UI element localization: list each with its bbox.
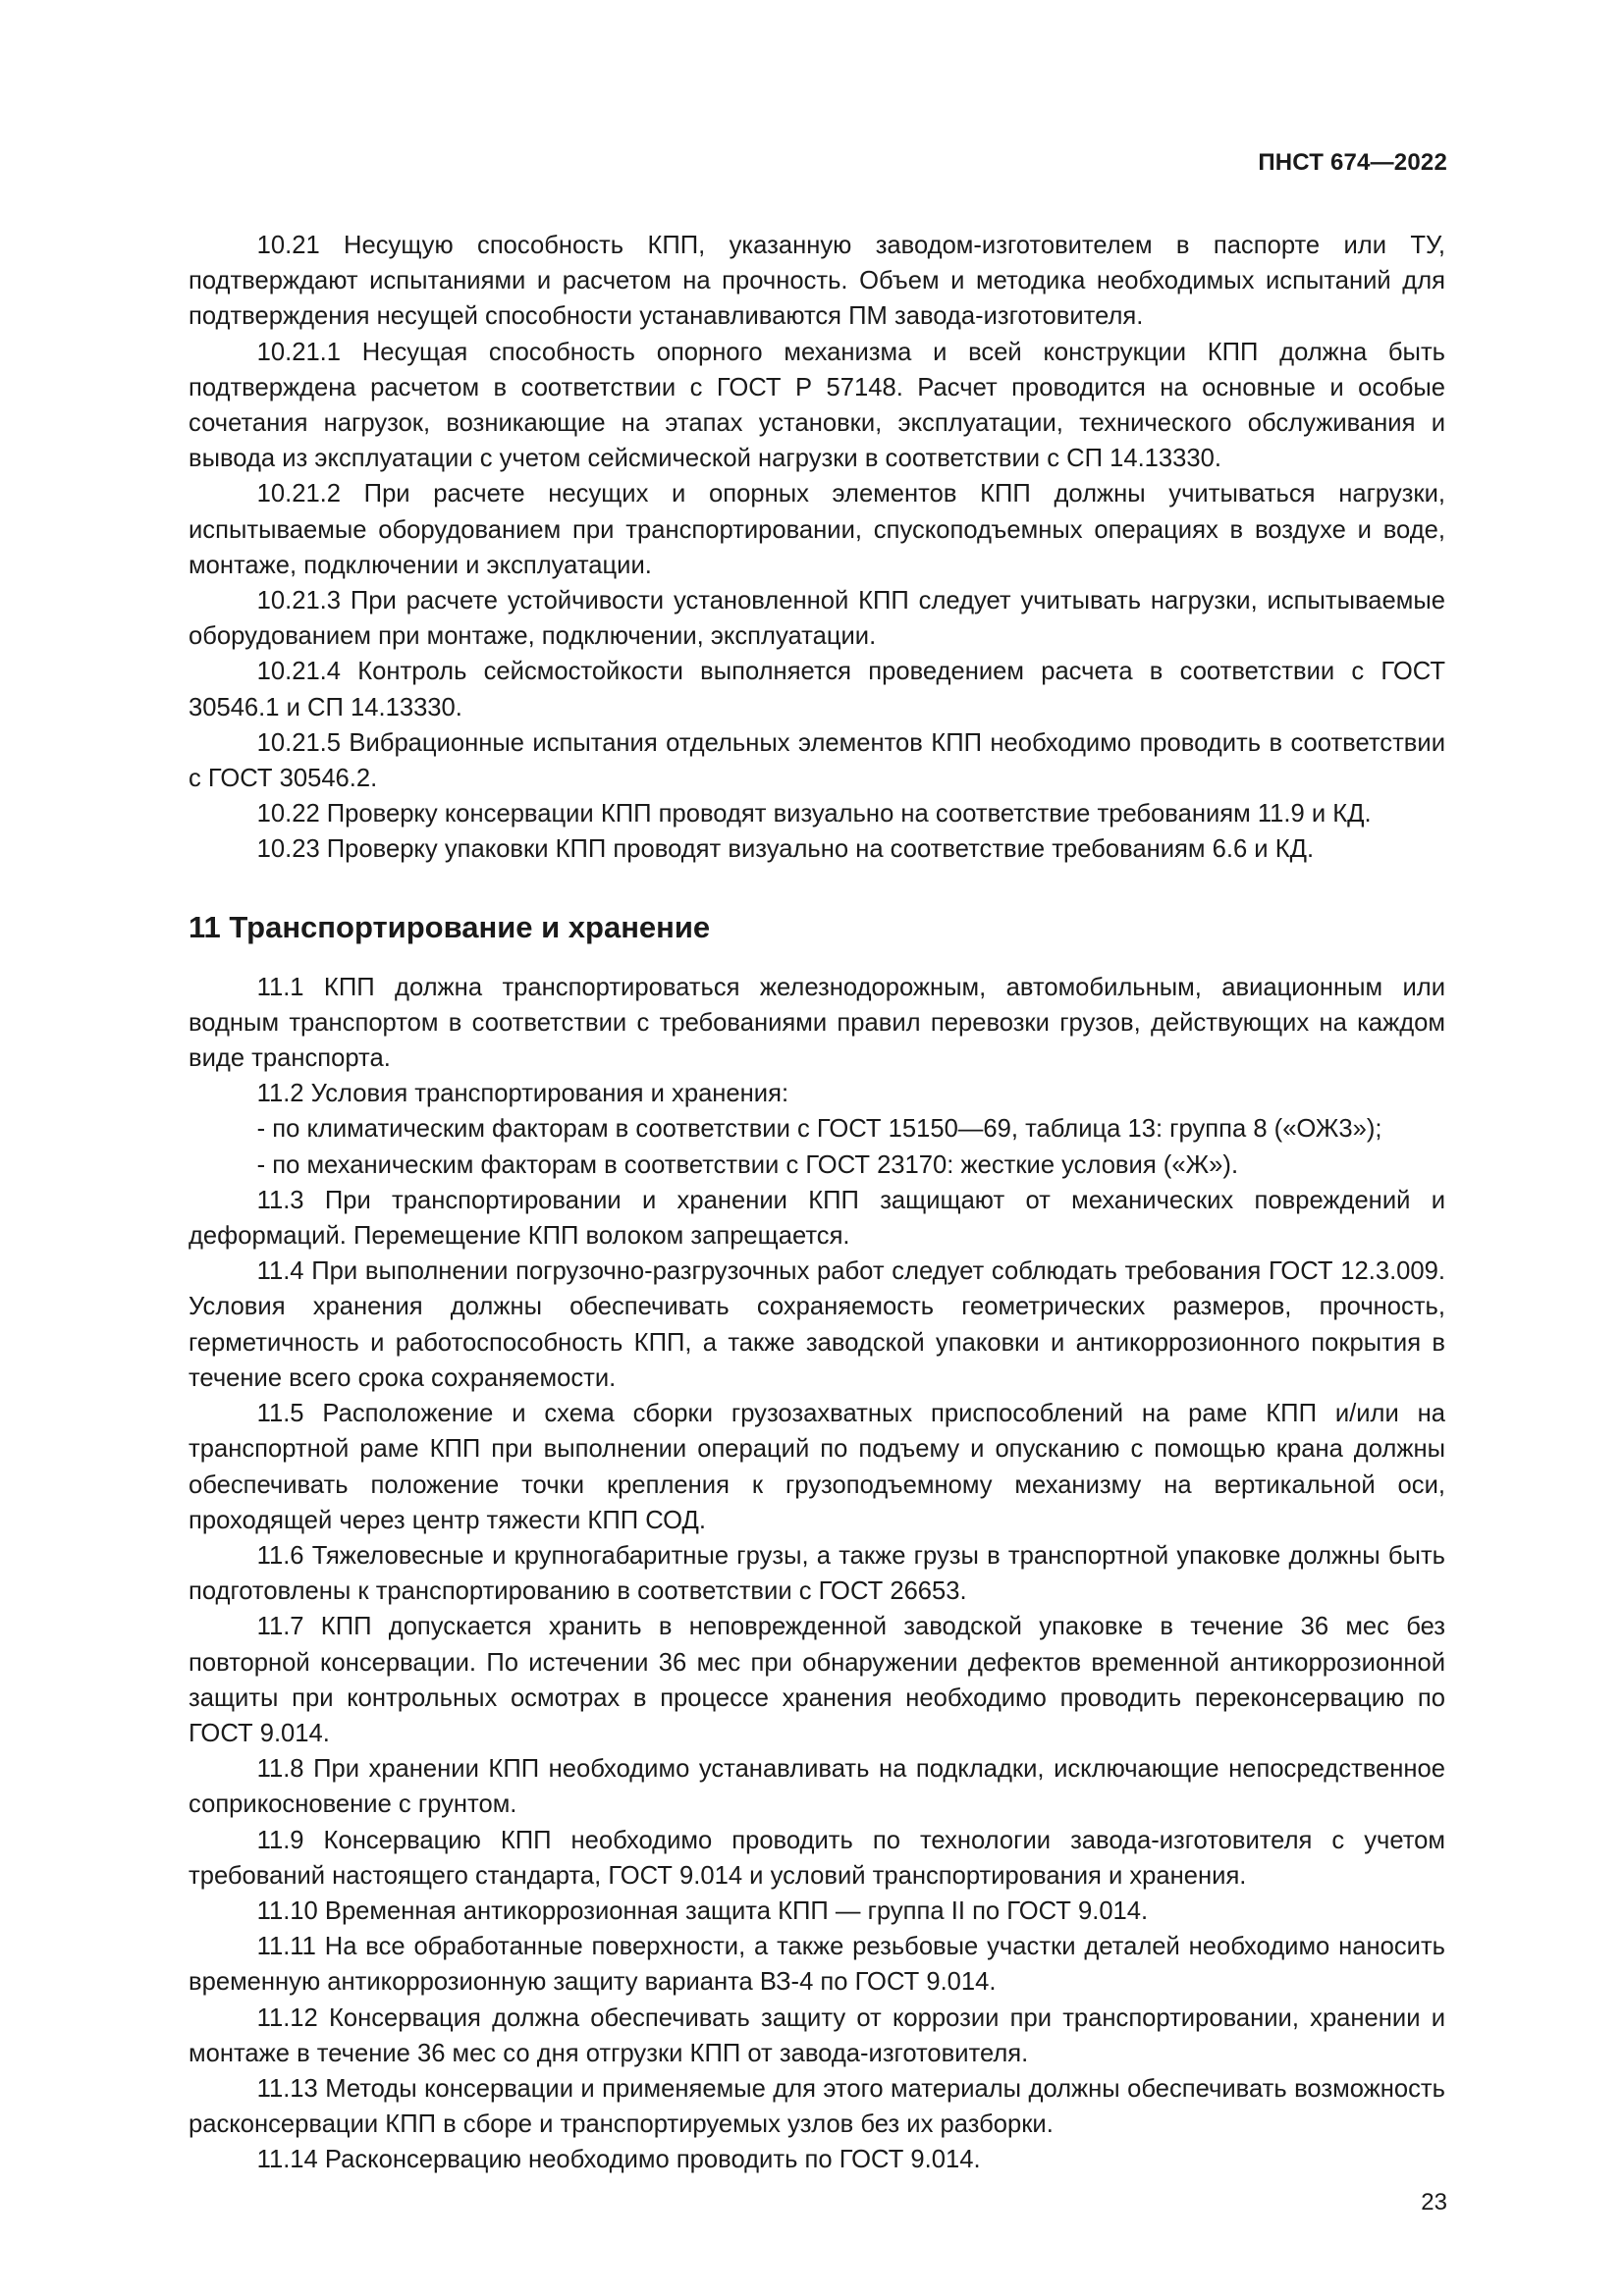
paragraph-11-9: 11.9 Консервацию КПП необходимо проводить по технологии завода-изготовителя с учетом требований настоящего стандарта, ГОСТ 9.014 и условий транспортирования и хранения. <box>189 1826 1445 1890</box>
paragraph-10-21: 10.21 Несущую способность КПП, указанную заводом-изготовителем в паспорте или ТУ, подтверждают испытаниями и расчетом на прочность. Объем и методика необходимых испытаний для подтверждения несущей способности устанавливаются ПМ завода-изготовителя. <box>189 232 1445 331</box>
page-number: 23 <box>1421 2189 1447 2216</box>
paragraph-11-4: 11.4 При выполнении погрузочно-разгрузочных работ следует соблюдать требования ГОСТ 12.3.009. Условия хранения должны обеспечивать сохраняемость геометрических размеров, прочность, герметичность и работоспособность КПП, а также заводской упаковки и антикоррозионного покрытия в течение всего срока сохраняемости. <box>189 1257 1445 1392</box>
list-item-mechanical: - по механическим факторам в соответствии с ГОСТ 23170: жесткие условия («Ж»). <box>256 1150 1239 1179</box>
paragraph-11-11: 11.11 На все обработанные поверхности, а также резьбовые участки деталей необходимо наносить временную антикоррозионную защиту варианта ВЗ-4 по ГОСТ 9.014. <box>189 1933 1445 1997</box>
paragraph-11-2: 11.2 Условия транспортирования и хранения: <box>256 1080 789 1108</box>
paragraph-11-12: 11.12 Консервация должна обеспечивать защиту от коррозии при транспортировании, хранении и монтаже в течение 36 мес со дня отгрузки КПП от завода-изготовителя. <box>189 2003 1445 2067</box>
paragraph-10-21-4: 10.21.4 Контроль сейсмостойкости выполняется проведением расчета в соответствии с ГОСТ 30546.1 и СП 14.13330. <box>189 658 1445 721</box>
paragraph-10-23: 10.23 Проверку упаковки КПП проводят визуально на соответствие требованиям 6.6 и КД. <box>256 835 1315 864</box>
paragraph-11-14: 11.14 Расконсервацию необходимо проводить по ГОСТ 9.014. <box>256 2146 981 2174</box>
section-heading: 11 Транспортирование и хранение <box>189 909 711 944</box>
paragraph-11-5: 11.5 Расположение и схема сборки грузозахватных приспособлений на раме КПП и/или на транспортной раме КПП при выполнении операций по подъему и опусканию с помощью крана должны обеспечивать положение точки крепления к грузоподъемному механизму на вертикальной оси, проходящей через центр тяжести КПП СОД. <box>189 1400 1445 1534</box>
paragraph-11-3: 11.3 При транспортировании и хранении КПП защищают от механических повреждений и деформаций. Перемещение КПП волоком запрещается. <box>189 1186 1445 1251</box>
list-item-climatic: - по климатическим факторам в соответствии с ГОСТ 15150—69, таблица 13: группа 8 («ОЖ3»); <box>256 1115 1382 1144</box>
paragraph-11-1: 11.1 КПП должна транспортироваться железнодорожным, автомобильным, авиационным или водным транспортом в соответствии с требованиями правил перевозки грузов, действующих на каждом виде транспорта. <box>189 973 1445 1073</box>
paragraph-11-8: 11.8 При хранении КПП необходимо устанавливать на подкладки, исключающие непосредственное соприкосновение с грунтом. <box>189 1755 1445 1819</box>
paragraph-10-21-3: 10.21.3 При расчете устойчивости установленной КПП следует учитывать нагрузки, испытываемые оборудованием при монтаже, подключении, эксплуатации. <box>189 587 1445 651</box>
document-code: ПНСТ 674—2022 <box>1258 149 1447 176</box>
paragraph-11-13: 11.13 Методы консервации и применяемые для этого материалы должны обеспечивать возможность расконсервации КПП в сборе и транспортируемых узлов без их разборки. <box>189 2074 1445 2139</box>
document-body <box>189 228 1445 2178</box>
paragraph-11-7: 11.7 КПП допускается хранить в неповрежденной заводской упаковке в течение 36 мес без повторной консервации. По истечении 36 мес при обнаружении дефектов временной антикоррозионной защиты при контрольных осмотрах в процессе хранения необходимо проводить переконсервацию по ГОСТ 9.014. <box>189 1613 1445 1747</box>
paragraph-11-6: 11.6 Тяжеловесные и крупногабаритные грузы, а также грузы в транспортной упаковке должны быть подготовлены к транспортированию в соответствии с ГОСТ 26653. <box>189 1541 1445 1606</box>
paragraph-10-21-1: 10.21.1 Несущая способность опорного механизма и всей конструкции КПП должна быть подтверждена расчетом в соответствии с ГОСТ Р 57148. Расчет проводится на основные и особые сочетания нагрузок, возникающие на этапах установки, эксплуатации, технического обслуживания и вывода из эксплуатации с учетом сейсмической нагрузки в соответствии с СП 14.13330. <box>189 338 1445 473</box>
paragraph-11-10: 11.10 Временная антикоррозионная защита КПП — группа II по ГОСТ 9.014. <box>256 1896 1149 1925</box>
paragraph-10-22: 10.22 Проверку консервации КПП проводят визуально на соответствие требованиям 11.9 и КД. <box>256 800 1372 828</box>
paragraph-10-21-2: 10.21.2 При расчете несущих и опорных элементов КПП должны учитываться нагрузки, испытываемые оборудованием при транспортировании, спускоподъемных операциях в воздухе и воде, монтаже, подключении и эксплуатации. <box>189 480 1445 579</box>
paragraph-10-21-5: 10.21.5 Вибрационные испытания отдельных элементов КПП необходимо проводить в соответствии с ГОСТ 30546.2. <box>189 728 1445 793</box>
